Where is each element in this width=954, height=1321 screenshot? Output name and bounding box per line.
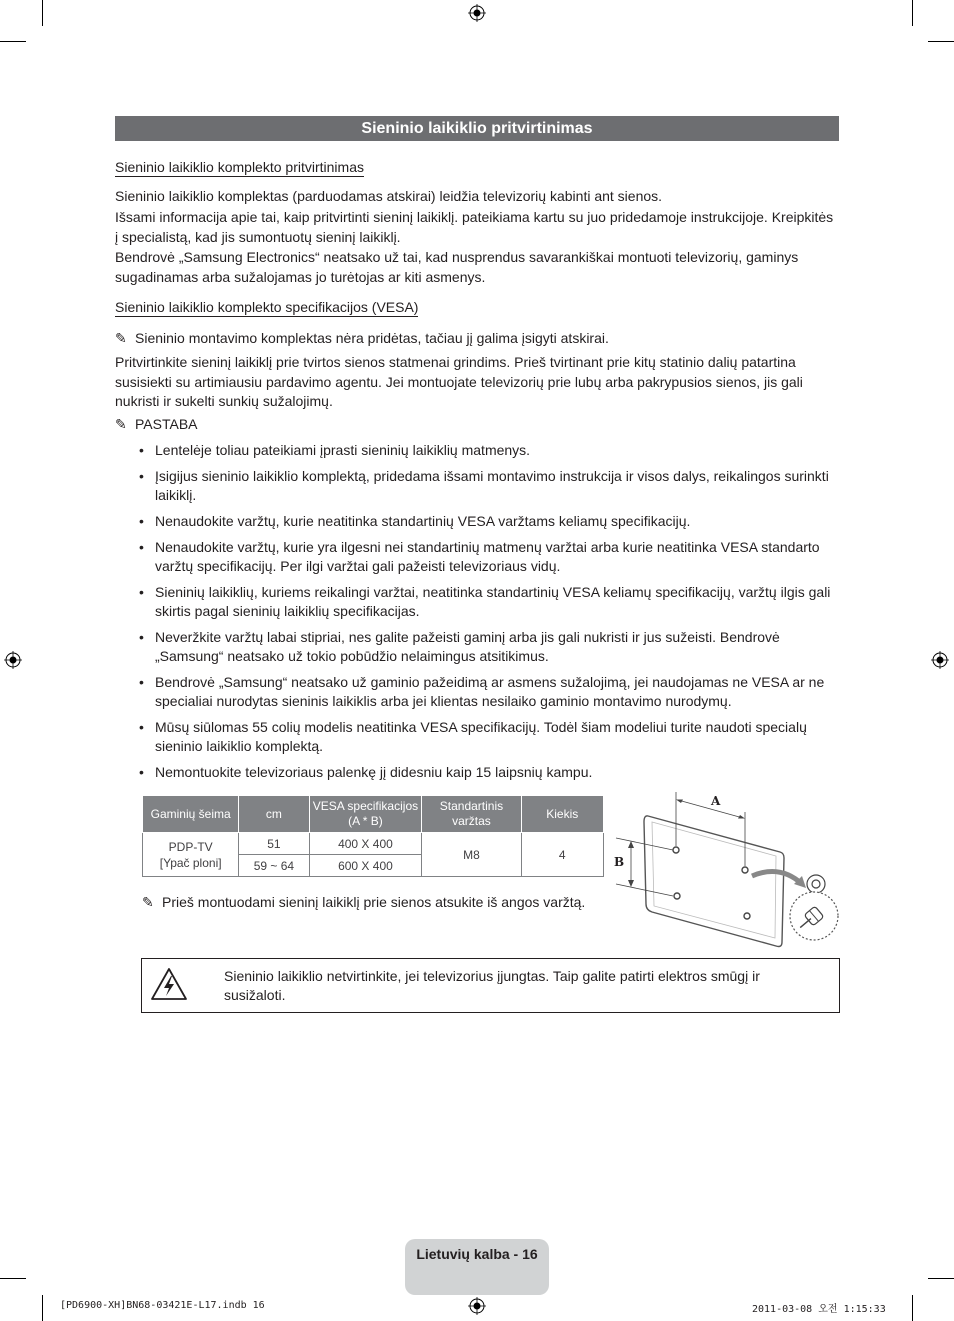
print-slug-right: 2011-03-08 오전 1:15:33 [752, 1304, 886, 1315]
note-label-line [115, 415, 840, 435]
print-slug-left: [PD6900-XH]BN68-03421E-L17.indb 16 [60, 1300, 265, 1311]
list-item: • Neveržkite varžtų labai stipriai, nes galite pažeisti gaminį arba jis gali nukristi ir jus sužeisti. Bendrovė „Samsung“ neatsako už tokio pobūdžio nelaimingus atsitikimus. [115, 628, 843, 666]
table-cell: 51 [239, 833, 309, 855]
registration-mark-icon [468, 1297, 486, 1315]
paragraph: Sieninio laikiklio komplektas (parduodamas atskirai) leidžia televizorių kabinti ant sienos. [115, 188, 663, 204]
list-item: • Nemontuokite televizoriaus palenkę jį didesniu kaip 15 laipsnių kampu. [115, 763, 843, 782]
list-item: • Įsigijus sieninio laikiklio komplektą, pridedama išsami montavimo instrukcija ir visos dalys, reikalingos surinkti laikiklį. [115, 467, 843, 505]
note-pencil-icon: ✎ [142, 894, 154, 910]
wall-mount-diagram [610, 788, 842, 954]
notes-list [115, 441, 843, 789]
page-number-label: Lietuvių kalba - 16 [416, 1246, 538, 1262]
note-text: Sieninio montavimo komplektas nėra pridėtas, tačiau jį galima įsigyti atskirai. [135, 330, 609, 346]
subheading-mounting: Sieninio laikiklio komplekto pritvirtinimas [115, 159, 364, 175]
note-pencil-icon: ✎ [115, 416, 127, 432]
registration-mark-icon [468, 4, 486, 22]
paragraph: Pritvirtinkite sieninį laikiklį prie tvirtos sienos statmenai grindims. Prieš tvirtinant prie kitų statinio dalių patartina susisiekti su artimiausiu pardavimo agentu. Jei montuojate televizorių prie lubų arba pakrypusios sienos, jis gali nukristi ir sukelti sunkių sužalojimų. [115, 354, 803, 409]
list-item: • Mūsų siūlomas 55 colių modelis neatitinka VESA specifikacijų. Todėl šiam modeliui turite naudoti specialų sieninio laikiklio komplektą. [115, 718, 843, 756]
registration-mark-icon [4, 651, 22, 669]
note-text: Prieš montuodami sieninį laikiklį prie sienos atsukite iš angos varžtą. [162, 894, 586, 910]
table-row [143, 833, 604, 855]
warning-text: Sieninio laikiklio netvirtinkite, jei televizorius įjungtas. Taip galite patirti elektros smūgį ir susižaloti. [224, 968, 760, 1003]
crop-mark [42, 1295, 43, 1321]
vesa-spec-table [142, 795, 604, 877]
column-header: Kiekis [521, 796, 603, 833]
crop-mark [928, 41, 954, 42]
list-item: • Sieninių laikiklių, kuriems reikalingi varžtai, neatitinka standartinių VESA keliamų specifikacijų, varžtų ilgis gali skirtis pagal sieninių laikiklių specifikacijas. [115, 583, 843, 621]
paragraph: Išsami informacija apie tai, kaip pritvirtinti sieninį laikiklį. pateikiama kartu su juo pridedamoje instrukcijoje. Kreipkitės į specialistą, kad jis sumontuotų sieninį laikiklį. [115, 209, 834, 245]
table-cell: 4 [521, 833, 603, 877]
paragraph: Bendrovė „Samsung Electronics“ neatsako už tai, kad nusprendus savarankiškai montuoti televizorių, gaminys sugadinamas arba sužalojamas jo turėtojas ar kiti asmenys. [115, 249, 799, 285]
table-header-row [143, 796, 604, 833]
list-item: • Nenaudokite varžtų, kurie neatitinka standartinių VESA varžtams keliamų specifikacijų. [115, 512, 843, 531]
note-line [115, 329, 840, 349]
table-cell: 600 X 400 [309, 855, 422, 877]
table-cell: M8 [422, 833, 521, 877]
crop-mark [928, 1278, 954, 1279]
dimension-label-a: A [711, 794, 721, 808]
table-cell: 400 X 400 [309, 833, 422, 855]
crop-mark [42, 0, 43, 26]
family-line: [Ypač ploni] [159, 855, 222, 870]
column-header: VESA specifikacijos (A * B) [309, 796, 422, 833]
electric-warning-icon [150, 967, 188, 1001]
table-cell: 59 ~ 64 [239, 855, 309, 877]
subheading-vesa: Sieninio laikiklio komplekto specifikacijos (VESA) [115, 299, 419, 315]
note-line [142, 893, 622, 913]
crop-mark [0, 1278, 26, 1279]
dimension-label-b: B [614, 855, 625, 869]
registration-mark-icon [931, 651, 949, 669]
crop-mark [0, 41, 26, 42]
crop-mark [912, 0, 913, 26]
list-item: • Bendrovė „Samsung“ neatsako už gaminio pažeidimą ar asmens sužalojimą, jei naudojamas ne VESA ar ne specialiai nurodytas sieninis laikiklis arba jei klientas nesilaiko gaminio montavimo nurodymų. [115, 673, 843, 711]
warning-box [141, 958, 840, 1013]
column-header: cm [239, 796, 309, 833]
family-line: PDP-TV [168, 839, 213, 854]
note-label: PASTABA [135, 416, 198, 432]
column-header: Gaminių šeima [143, 796, 239, 833]
family-cell [143, 833, 239, 877]
section-title: Sieninio laikiklio pritvirtinimas [115, 116, 839, 141]
list-item: • Nenaudokite varžtų, kurie yra ilgesni nei standartinių matmenų varžtai arba kurie neatitinka VESA standarto varžtų specifikacijų. Per ilgi varžtai gali pažeisti televizoriaus vidų. [115, 538, 843, 576]
crop-mark [912, 1295, 913, 1321]
note-pencil-icon: ✎ [115, 330, 127, 346]
list-item: • Lentelėje toliau pateikiami įprasti sieninių laikiklių matmenys. [115, 441, 843, 460]
column-header: Standartinis varžtas [422, 796, 521, 833]
